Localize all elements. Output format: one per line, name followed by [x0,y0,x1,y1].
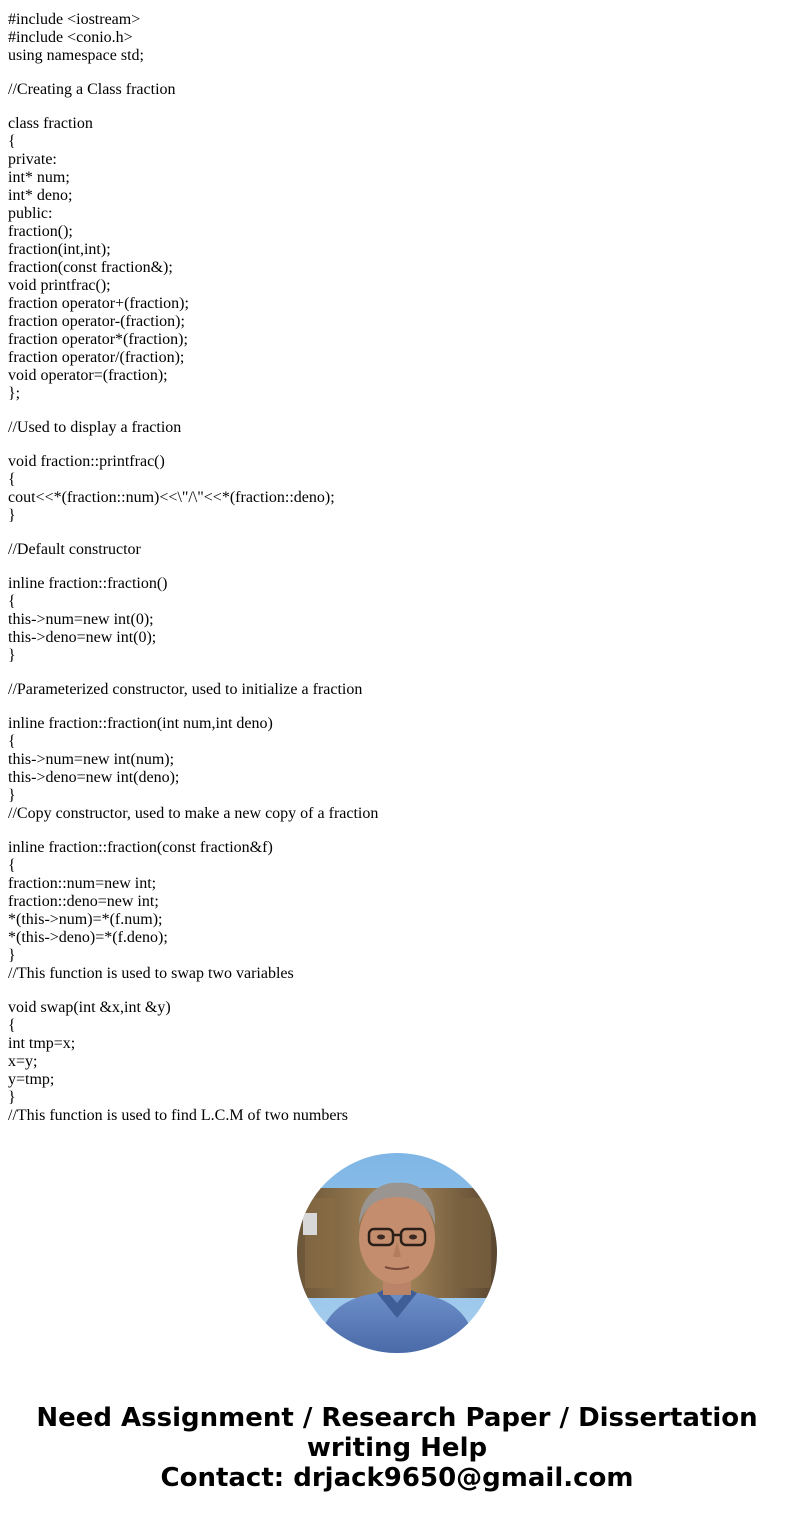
code-line: class fraction [8,115,93,132]
code-line: //Copy constructor, used to make a new copy of a fraction [8,805,379,822]
code-line: void swap(int &x,int &y) [8,999,171,1016]
code-line: this->num=new int(num); [8,751,175,768]
code-line: //Default constructor [8,541,141,558]
code-line: #include <iostream> [8,11,141,28]
blank-line [8,665,778,681]
code-line: { [8,733,16,750]
contact-banner [0,1403,794,1493]
code-line: { [8,471,16,488]
code-line: inline fraction::fraction(int num,int deno) [8,715,273,732]
code-line: //Creating a Class fraction [8,81,176,98]
code-line: fraction(const fraction&); [8,259,173,276]
code-line: y=tmp; [8,1071,55,1088]
code-line: //This function is used to swap two variables [8,965,294,982]
code-line: inline fraction::fraction(const fraction&f) [8,839,273,856]
code-line: void printfrac(); [8,277,111,294]
code-line: } [8,787,16,804]
blank-line [8,559,778,575]
code-line: void fraction::printfrac() [8,453,165,470]
blank-line [8,525,778,541]
code-line: } [8,507,16,524]
blank-line [8,823,778,839]
code-line: { [8,857,16,874]
code-line: int* num; [8,169,70,186]
code-line: inline fraction::fraction() [8,575,168,592]
code-line: fraction operator/(fraction); [8,349,185,366]
blank-line [8,65,778,81]
code-line: void operator=(fraction); [8,367,168,384]
footer-line-2: writing Help [306,1433,488,1463]
code-line: *(this->deno)=*(f.deno); [8,929,168,946]
code-line: //Parameterized constructor, used to initialize a fraction [8,681,363,698]
footer-line-1: Need Assignment / Research Paper / Dissertation [36,1403,758,1433]
code-line: } [8,947,16,964]
blank-line [8,403,778,419]
code-line: cout<<*(fraction::num)<<\"/\"<<*(fraction::deno); [8,489,335,506]
code-line: fraction::deno=new int; [8,893,159,910]
code-line: //This function is used to find L.C.M of two numbers [8,1107,348,1124]
code-line: this->deno=new int(deno); [8,769,180,786]
code-listing [8,11,778,1125]
blank-line [8,99,778,115]
code-line: fraction(); [8,223,73,240]
code-line: #include <conio.h> [8,29,133,46]
code-line: //Used to display a fraction [8,419,182,436]
code-line: { [8,593,16,610]
code-line: this->deno=new int(0); [8,629,157,646]
blank-line [8,699,778,715]
code-line: x=y; [8,1053,38,1070]
code-line: }; [8,385,21,402]
code-line: int* deno; [8,187,73,204]
code-line: fraction operator+(fraction); [8,295,189,312]
code-line: { [8,133,16,150]
code-line: } [8,1089,16,1106]
footer-line-3: Contact: drjack9650@gmail.com [160,1463,634,1493]
code-line: this->num=new int(0); [8,611,154,628]
code-line: fraction::num=new int; [8,875,157,892]
code-line: fraction operator*(fraction); [8,331,188,348]
author-photo [297,1153,497,1353]
code-line: { [8,1017,16,1034]
code-line: using namespace std; [8,47,144,64]
code-line: *(this->num)=*(f.num); [8,911,163,928]
code-line: public: [8,205,53,222]
blank-line [8,437,778,453]
code-line: int tmp=x; [8,1035,76,1052]
code-line: private: [8,151,57,168]
blank-line [8,983,778,999]
code-line: fraction operator-(fraction); [8,313,185,330]
code-line: } [8,647,16,664]
code-line: fraction(int,int); [8,241,111,258]
